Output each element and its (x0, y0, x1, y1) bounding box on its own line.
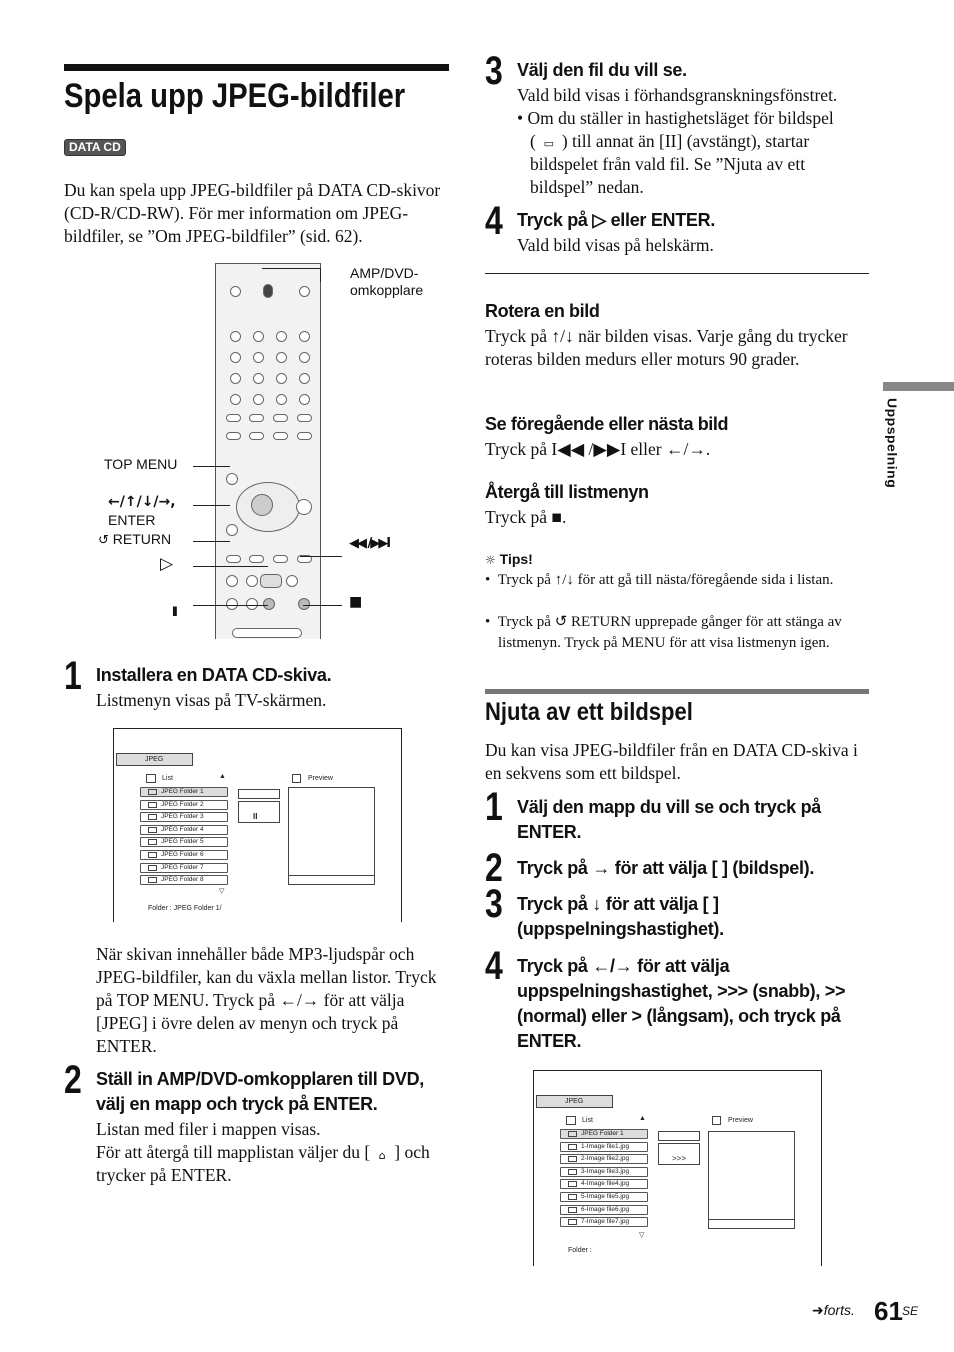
remote-button (276, 394, 287, 405)
remote-button (276, 373, 287, 384)
list-item[interactable] (560, 1179, 648, 1189)
rotate-heading: Rotera en bild (485, 301, 600, 321)
return-icon: ↺ (98, 533, 109, 548)
tip-text: Tryck på ↺ RETURN upprepade gånger för att stänga av listmenyn. Tryck på MENU för att visa listmenyn igen. (497, 614, 842, 651)
remote-button (253, 331, 264, 342)
folder-icon (568, 1156, 577, 1162)
remote-button (297, 414, 312, 422)
scroll-down-icon: ▽ (219, 888, 225, 895)
callout-line (193, 541, 230, 542)
list-item-label: 2-Image file2.jpg (581, 1155, 630, 1163)
preview-label: Preview (308, 775, 333, 782)
scroll-down-icon: ▽ (639, 1232, 645, 1239)
folder-icon (148, 827, 157, 833)
folder-icon (568, 1131, 577, 1137)
remote-button (273, 432, 288, 440)
remote-button (299, 331, 310, 342)
step-title: Tryck på ↓ för att välja [ ] (uppspelningshastighet). (517, 894, 724, 939)
screen-header-tab: JPEG (116, 753, 193, 766)
list-item[interactable] (140, 787, 228, 797)
folder-icon (568, 1219, 577, 1225)
mode-slideshow-icon (658, 1131, 700, 1141)
remote-button (297, 432, 312, 440)
remote-button (296, 499, 312, 515)
return-button (226, 524, 238, 536)
forts-label: forts. (823, 1302, 855, 1318)
list-item[interactable] (140, 825, 228, 835)
scroll-up-icon: ▲ (219, 773, 226, 780)
list-item-label: JPEG Folder 2 (161, 800, 204, 808)
badge-label: DATA CD (69, 140, 121, 154)
screen-header-tab: JPEG (536, 1095, 613, 1108)
step-bullet: • Om du ställer in hastighetsläget för bildspel (517, 108, 834, 128)
remote-button (253, 373, 264, 384)
remote-button (273, 555, 288, 563)
callout-line (193, 505, 230, 506)
remote-button (249, 432, 264, 440)
list-item-label: JPEG Folder 1 (161, 788, 204, 795)
list-item-label: JPEG Folder 4 (161, 825, 204, 833)
step-title: Tryck på → för att välja [ ] (bildspel). (517, 858, 815, 878)
tip-item: • Tryck på ↺ RETURN upprepade gånger för att stänga av listmenyn. Tryck på MENU för att visa listmenyn igen. (485, 614, 842, 651)
data-cd-badge (64, 139, 126, 156)
preview-label: Preview (728, 1117, 753, 1124)
parent-folder-icon: ⌂ (378, 1149, 386, 1162)
list-item-label: JPEG Folder 8 (161, 876, 204, 884)
list-item[interactable] (560, 1192, 648, 1202)
callout-return (98, 531, 171, 549)
tip-item: • Tryck på ↑/↓ för att gå till nästa/föregående sida i listan. (485, 572, 834, 588)
callout-stop: ■ (349, 594, 363, 610)
tips-label: Tips! (499, 551, 533, 567)
remote-button (249, 555, 264, 563)
list-item-label: JPEG Folder 5 (161, 838, 204, 846)
step-number: 1 (485, 785, 503, 829)
folder-path: Folder : JPEG Folder 1/ (148, 905, 222, 912)
callout-pause: II (172, 603, 176, 619)
folder-icon (148, 852, 157, 858)
remote-button (249, 414, 264, 422)
list-icon (566, 1116, 576, 1125)
intro-text: Du kan spela upp JPEG-bildfiler på DATA CD-skivor (CD-R/CD-RW). För mer information om JPEG-bildfiler, se ”Om JPEG-bildfiler” (sid. 62). (64, 180, 441, 246)
step-text: Listan med filer i mappen visas. (96, 1119, 321, 1139)
step-title: Ställ in AMP/DVD-omkopplaren till DVD, välj en mapp och tryck på ENTER. (96, 1069, 424, 1114)
folder-icon (148, 865, 157, 871)
list-item[interactable] (140, 863, 228, 873)
side-tab-bar (883, 382, 954, 391)
mode-speed-icon (238, 801, 280, 823)
remote-button (299, 352, 310, 363)
remote-button (299, 373, 310, 384)
text-part: ( (530, 131, 536, 151)
step-bullet: bildspelet från vald fil. Se ”Njuta av ett (530, 154, 806, 174)
remote-button (232, 628, 302, 638)
step-title: Välj den mapp du vill se och tryck på ENTER. (517, 797, 821, 842)
list-item[interactable] (560, 1167, 648, 1177)
side-tab-label: Uppspelning (884, 398, 900, 489)
list-label: List (162, 775, 173, 782)
pause-button (263, 598, 275, 610)
callout-line (300, 556, 342, 557)
list-item[interactable] (560, 1154, 648, 1164)
folder-icon (148, 814, 157, 820)
prev-button (226, 555, 241, 563)
list-item[interactable] (140, 812, 228, 822)
language-code: SE (902, 1304, 919, 1318)
list-item-label: JPEG Folder 6 (161, 851, 204, 858)
slideshow-menu-screen (533, 1070, 822, 1266)
callout-line (303, 605, 342, 606)
list-item-label: 3-Image file3.jpg (581, 1167, 630, 1175)
remote-button (230, 286, 241, 297)
callout-amp-dvd: AMP/DVD-omkopplare (350, 265, 424, 298)
callout-play: ▷ (160, 554, 174, 574)
remote-button (230, 373, 241, 384)
list-item[interactable] (140, 850, 228, 860)
preview-footer (708, 1219, 795, 1229)
list-item[interactable] (560, 1205, 648, 1215)
list-item-label: 5-Image file5.jpg (581, 1193, 630, 1200)
speed-value: >>> (672, 1154, 687, 1163)
callout-line (193, 566, 268, 567)
list-item-label: 6-Image file6.jpg (581, 1205, 630, 1213)
list-item[interactable] (560, 1142, 648, 1152)
folder-icon (568, 1144, 577, 1150)
list-item[interactable] (140, 837, 228, 847)
remote-button (253, 394, 264, 405)
step-text: Vald bild visas i förhandsgranskningsfönstret. (517, 85, 838, 105)
preview-icon (292, 774, 301, 783)
page-title: Spela upp JPEG-bildfiler (64, 77, 406, 115)
scroll-up-icon: ▲ (639, 1115, 646, 1122)
return-label: RETURN (112, 531, 172, 547)
continued-note (812, 1302, 855, 1319)
remote-button (286, 575, 298, 587)
step-bullet: bildspel” nedan. (530, 177, 644, 197)
text-part: ] och trycker på ENTER. (96, 1142, 430, 1185)
step-number: 2 (64, 1058, 82, 1102)
folder-path: Folder : (568, 1247, 592, 1254)
callout-top-menu: TOP MENU (104, 456, 178, 472)
remote-button (230, 331, 241, 342)
list-menu-screen (113, 728, 402, 922)
slideshow-intro: Du kan visa JPEG-bildfiler från en DATA CD-skiva i en sekvens som ett bildspel. (485, 740, 858, 783)
folder-icon (568, 1169, 577, 1175)
list-item-label: JPEG Folder 3 (161, 813, 204, 821)
step-number: 3 (485, 882, 503, 926)
text-part: För att återgå till mapplistan väljer du [ (96, 1142, 371, 1162)
tips-heading (485, 551, 533, 567)
remote-button (246, 598, 258, 610)
step-number: 1 (64, 654, 82, 698)
remote-button (273, 414, 288, 422)
list-item[interactable] (560, 1129, 648, 1139)
lightbulb-icon: ☼ (485, 553, 496, 567)
remote-button (276, 352, 287, 363)
callout-line (193, 466, 230, 467)
folder-icon (568, 1194, 577, 1200)
prevnext-text: Tryck på I◀◀ /▶▶I eller ←/→. (485, 439, 711, 459)
list-item-label: 1-Image file1.jpg (581, 1142, 630, 1150)
remote-button (226, 414, 241, 422)
remote-button (246, 575, 258, 587)
mixed-disc-text: När skivan innehåller både MP3-ljudspår och JPEG-bildfiler, kan du växla mellan listor. Tryck på TOP MENU. Tryck på ←/→ för att välja [JPEG] i övre delen av menyn och tryck på ENTER. (96, 944, 437, 1056)
section-divider (485, 273, 869, 274)
preview-pane (708, 1131, 795, 1229)
remote-button (226, 598, 238, 610)
preview-pane (288, 787, 375, 885)
step-number: 4 (485, 944, 503, 988)
rotate-text: Tryck på ↑/↓ när bilden visas. Varje gång du trycker roteras bilden medurs eller moturs 90 grader. (485, 326, 848, 369)
callout-enter: ENTER (108, 512, 156, 528)
remote-button (230, 352, 241, 363)
list-item-label: JPEG Folder 1 (581, 1130, 624, 1137)
step-title: Välj den fil du vill se. (517, 60, 687, 80)
folder-icon (148, 802, 157, 808)
step-number: 3 (485, 49, 503, 93)
remote-button (299, 286, 310, 297)
callout-line (262, 268, 320, 269)
back-text: Tryck på ■. (485, 507, 567, 527)
step-title: Tryck på ←/→ för att välja uppspelningshastighet, >>> (snabb), >> (normal) eller > (långsam), och tryck på ENTER. (517, 956, 846, 1051)
step-number: 2 (485, 846, 503, 890)
prevnext-heading: Se föregående eller nästa bild (485, 414, 729, 434)
remote-button (253, 352, 264, 363)
title-rule (64, 64, 449, 71)
list-item[interactable] (140, 800, 228, 810)
list-item[interactable] (140, 875, 228, 885)
callout-prev-next: ◀◀ /▶▶I (349, 536, 390, 551)
back-heading: Återgå till listmenyn (485, 482, 649, 502)
page-number: 61 (874, 1296, 903, 1326)
list-item-label: JPEG Folder 7 (161, 863, 204, 871)
folder-icon (148, 839, 157, 845)
arrow-right-icon: ➜ (812, 1303, 824, 1319)
folder-icon (148, 789, 157, 795)
remote-button (226, 432, 241, 440)
preview-icon (712, 1116, 721, 1125)
list-label: List (582, 1117, 593, 1124)
folder-icon (148, 877, 157, 883)
remote-button (299, 394, 310, 405)
folder-icon (568, 1207, 577, 1213)
callout-line (193, 605, 268, 606)
enter-button (251, 494, 273, 516)
step-text (96, 1141, 448, 1187)
step-bullet (530, 130, 809, 155)
callout-arrows: ←/↑/↓/→, (108, 494, 176, 510)
remote-button (276, 331, 287, 342)
section-rule (485, 689, 869, 694)
speed-icon: ▭ (543, 137, 555, 150)
stop-button (298, 598, 310, 610)
step-text: Vald bild visas på helskärm. (517, 235, 714, 255)
text-part: ) till annat än [II] (avstängt), startar (561, 131, 810, 151)
tip-text: Tryck på ↑/↓ för att gå till nästa/föregående sida i listan. (497, 572, 834, 588)
slideshow-title: Njuta av ett bildspel (485, 698, 693, 726)
amp-dvd-switch (263, 284, 273, 298)
step-title: Installera en DATA CD-skiva. (96, 665, 332, 685)
list-item[interactable] (560, 1217, 648, 1227)
step-title: Tryck på ▷ eller ENTER. (517, 210, 716, 230)
remote-button (226, 575, 238, 587)
remote-button (230, 394, 241, 405)
remote-control-illustration (215, 263, 321, 639)
folder-icon (568, 1181, 577, 1187)
list-item-label: 7-Image file7.jpg (581, 1218, 630, 1226)
mode-slideshow-icon (238, 789, 280, 799)
step-number: 4 (485, 199, 503, 243)
list-item-label: 4-Image file4.jpg (581, 1180, 630, 1188)
pause-mode-icon: II (253, 812, 258, 821)
preview-footer (288, 875, 375, 885)
list-icon (146, 774, 156, 783)
step-text: Listmenyn visas på TV-skärmen. (96, 690, 327, 710)
play-button (260, 574, 282, 588)
top-menu-button (226, 473, 238, 485)
callout-line (320, 268, 321, 282)
